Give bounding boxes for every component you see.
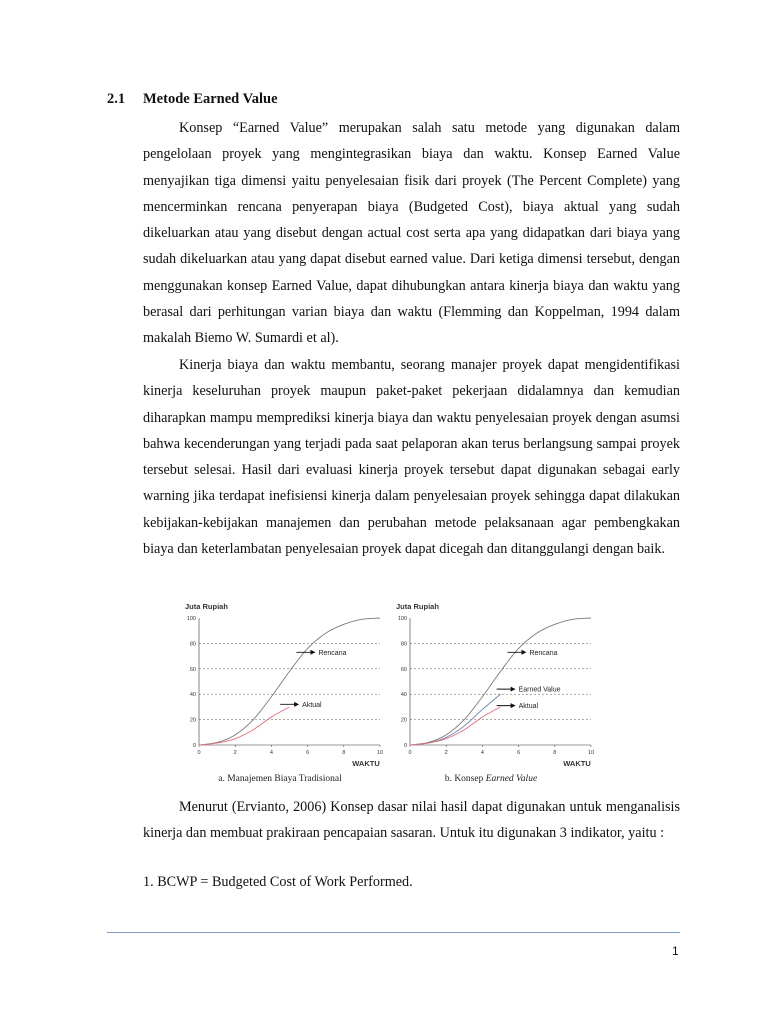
paragraph-1-text: Konsep “Earned Value” merupakan salah satu metode yang digunakan dalam pengelolaan proyek yang mengintegrasikan biaya dan waktu. Konsep Earned Value menyajikan tiga dimensi yaitu penyelesaian fisik dari proyek (The Percent Complete) yang mencerminkan rencana penyerapan biaya (Budgeted Cost), biaya aktual yang sudah dikeluarkan atau yang disebut dengan actual cost serta apa yang didapatkan dari biaya yang sudah dikeluarkan atau yang dapat disebut earned value. Dari ketiga dimensi tersebut, dengan menggunakan konsep Earned Value, dapat dihubungkan antara kinerja biaya dan waktu yang berasal dari perhitungan varian biaya dan waktu (Flemming dan Koppelman, 1994 dalam makalah Biemo W. Sumardi et al).	[143, 120, 680, 347]
chart-b-label-rencana: Rencana	[529, 649, 558, 657]
paragraph-2	[143, 352, 680, 562]
chart-b-label-aktual: Aktual	[518, 703, 539, 711]
section-title: Metode Earned Value	[143, 91, 278, 107]
page-number: 1	[672, 944, 679, 958]
figure-b-caption-italic: Earned Value	[485, 774, 538, 784]
chart-b-x-tick-label: 8	[553, 750, 557, 756]
figure-earned-value	[390, 600, 595, 788]
footer-divider	[107, 932, 680, 933]
chart-b-arrowhead-earned-value	[511, 687, 516, 692]
figure-a-caption: a. Manajemen Biaya Tradisional	[218, 774, 342, 784]
chart-a-y-tick-label: 80	[189, 641, 196, 648]
chart-b-y-tick-label: 20	[400, 717, 407, 724]
chart-traditional-cost	[179, 600, 384, 770]
chart-a-y-tick-label: 0	[192, 743, 196, 749]
chart-b-y-tick-label: 80	[400, 641, 407, 648]
chart-a-x-tick-label: 10	[376, 750, 384, 756]
chart-b-x-axis-label: WAKTU	[563, 759, 591, 768]
chart-a-arrowhead-aktual	[294, 702, 299, 707]
chart-a-x-tick-label: 2	[233, 750, 237, 756]
chart-b-y-tick-label: 60	[400, 666, 407, 673]
chart-b-x-tick-label: 6	[517, 750, 521, 756]
chart-b-x-tick-label: 2	[444, 750, 448, 756]
chart-b-x-tick-label: 10	[587, 750, 595, 756]
chart-a-x-tick-label: 6	[306, 750, 310, 756]
chart-a-series-aktual	[199, 707, 290, 745]
paragraph-3-text: Menurut (Ervianto, 2006) Konsep dasar nilai hasil dapat digunakan untuk menganalisis kinerja dan membuat prakiraan pencapaian sasaran. Untuk itu digunakan 3 indikator, yaitu :	[143, 799, 680, 842]
figure-b-caption-prefix: b. Konsep	[444, 774, 486, 784]
chart-a-y-tick-label: 20	[189, 717, 196, 724]
section-heading	[107, 91, 278, 108]
chart-a-x-axis-label: WAKTU	[352, 759, 380, 768]
chart-a-arrowhead-rencana	[310, 650, 315, 655]
chart-a-y-tick-label: 60	[189, 666, 196, 673]
chart-a-series-rencana	[199, 618, 380, 745]
chart-a-x-tick-label: 0	[197, 750, 201, 756]
chart-b-arrowhead-rencana	[521, 650, 526, 655]
chart-a-label-rencana: Rencana	[318, 649, 347, 657]
chart-b-y-tick-label: 40	[400, 692, 407, 699]
chart-b-x-tick-label: 0	[408, 750, 412, 756]
list-item-bcwp: 1. BCWP = Budgeted Cost of Work Performed.	[143, 874, 413, 890]
chart-earned-value	[390, 600, 595, 770]
paragraph-1	[143, 115, 680, 352]
paragraph-3	[143, 794, 680, 847]
chart-b-x-tick-label: 4	[480, 750, 484, 756]
chart-b-series-aktual	[410, 707, 501, 745]
chart-b-series-rencana	[410, 618, 591, 745]
chart-a-x-tick-label: 4	[269, 750, 273, 756]
chart-a-y-tick-label: 40	[189, 692, 196, 699]
chart-b-y-tick-label: 0	[403, 743, 407, 749]
figure-traditional-cost	[179, 600, 384, 788]
figure-b-caption	[390, 774, 592, 784]
chart-b-y-tick-label: 100	[397, 616, 407, 622]
chart-b-arrowhead-aktual	[511, 703, 516, 708]
chart-b-y-axis-label: Juta Rupiah	[396, 602, 439, 611]
chart-b-label-earned-value: Earned Value	[518, 686, 561, 694]
chart-a-label-aktual: Aktual	[302, 701, 322, 709]
chart-a-x-tick-label: 8	[342, 750, 346, 756]
section-number: 2.1	[107, 91, 126, 107]
chart-a-y-axis-label: Juta Rupiah	[185, 602, 228, 611]
chart-a-y-tick-label: 100	[186, 616, 196, 622]
paragraph-2-text: Kinerja biaya dan waktu membantu, seorang manajer proyek dapat mengidentifikasi kinerja keseluruhan proyek maupun paket-paket pekerjaan didalamnya dan kemudian diharapkan mampu memprediksi kinerja biaya dan waktu penyelesaian proyek dengan asumsi bahwa kecenderungan yang terjadi pada saat pelaporan akan terus berlangsung sampai proyek tersebut selesai. Hasil dari evaluasi kinerja proyek tersebut dapat digunakan sebagai early warning jika terdapat inefisiensi kinerja dalam penyelesaian proyek sehingga dapat dilakukan kebijakan-kebijakan manajemen dan perubahan metode pelaksanaan agar pembengkakan biaya dan keterlambatan penyelesaian proyek dapat dicegah dan ditanggulangi dengan baik.	[143, 357, 680, 558]
